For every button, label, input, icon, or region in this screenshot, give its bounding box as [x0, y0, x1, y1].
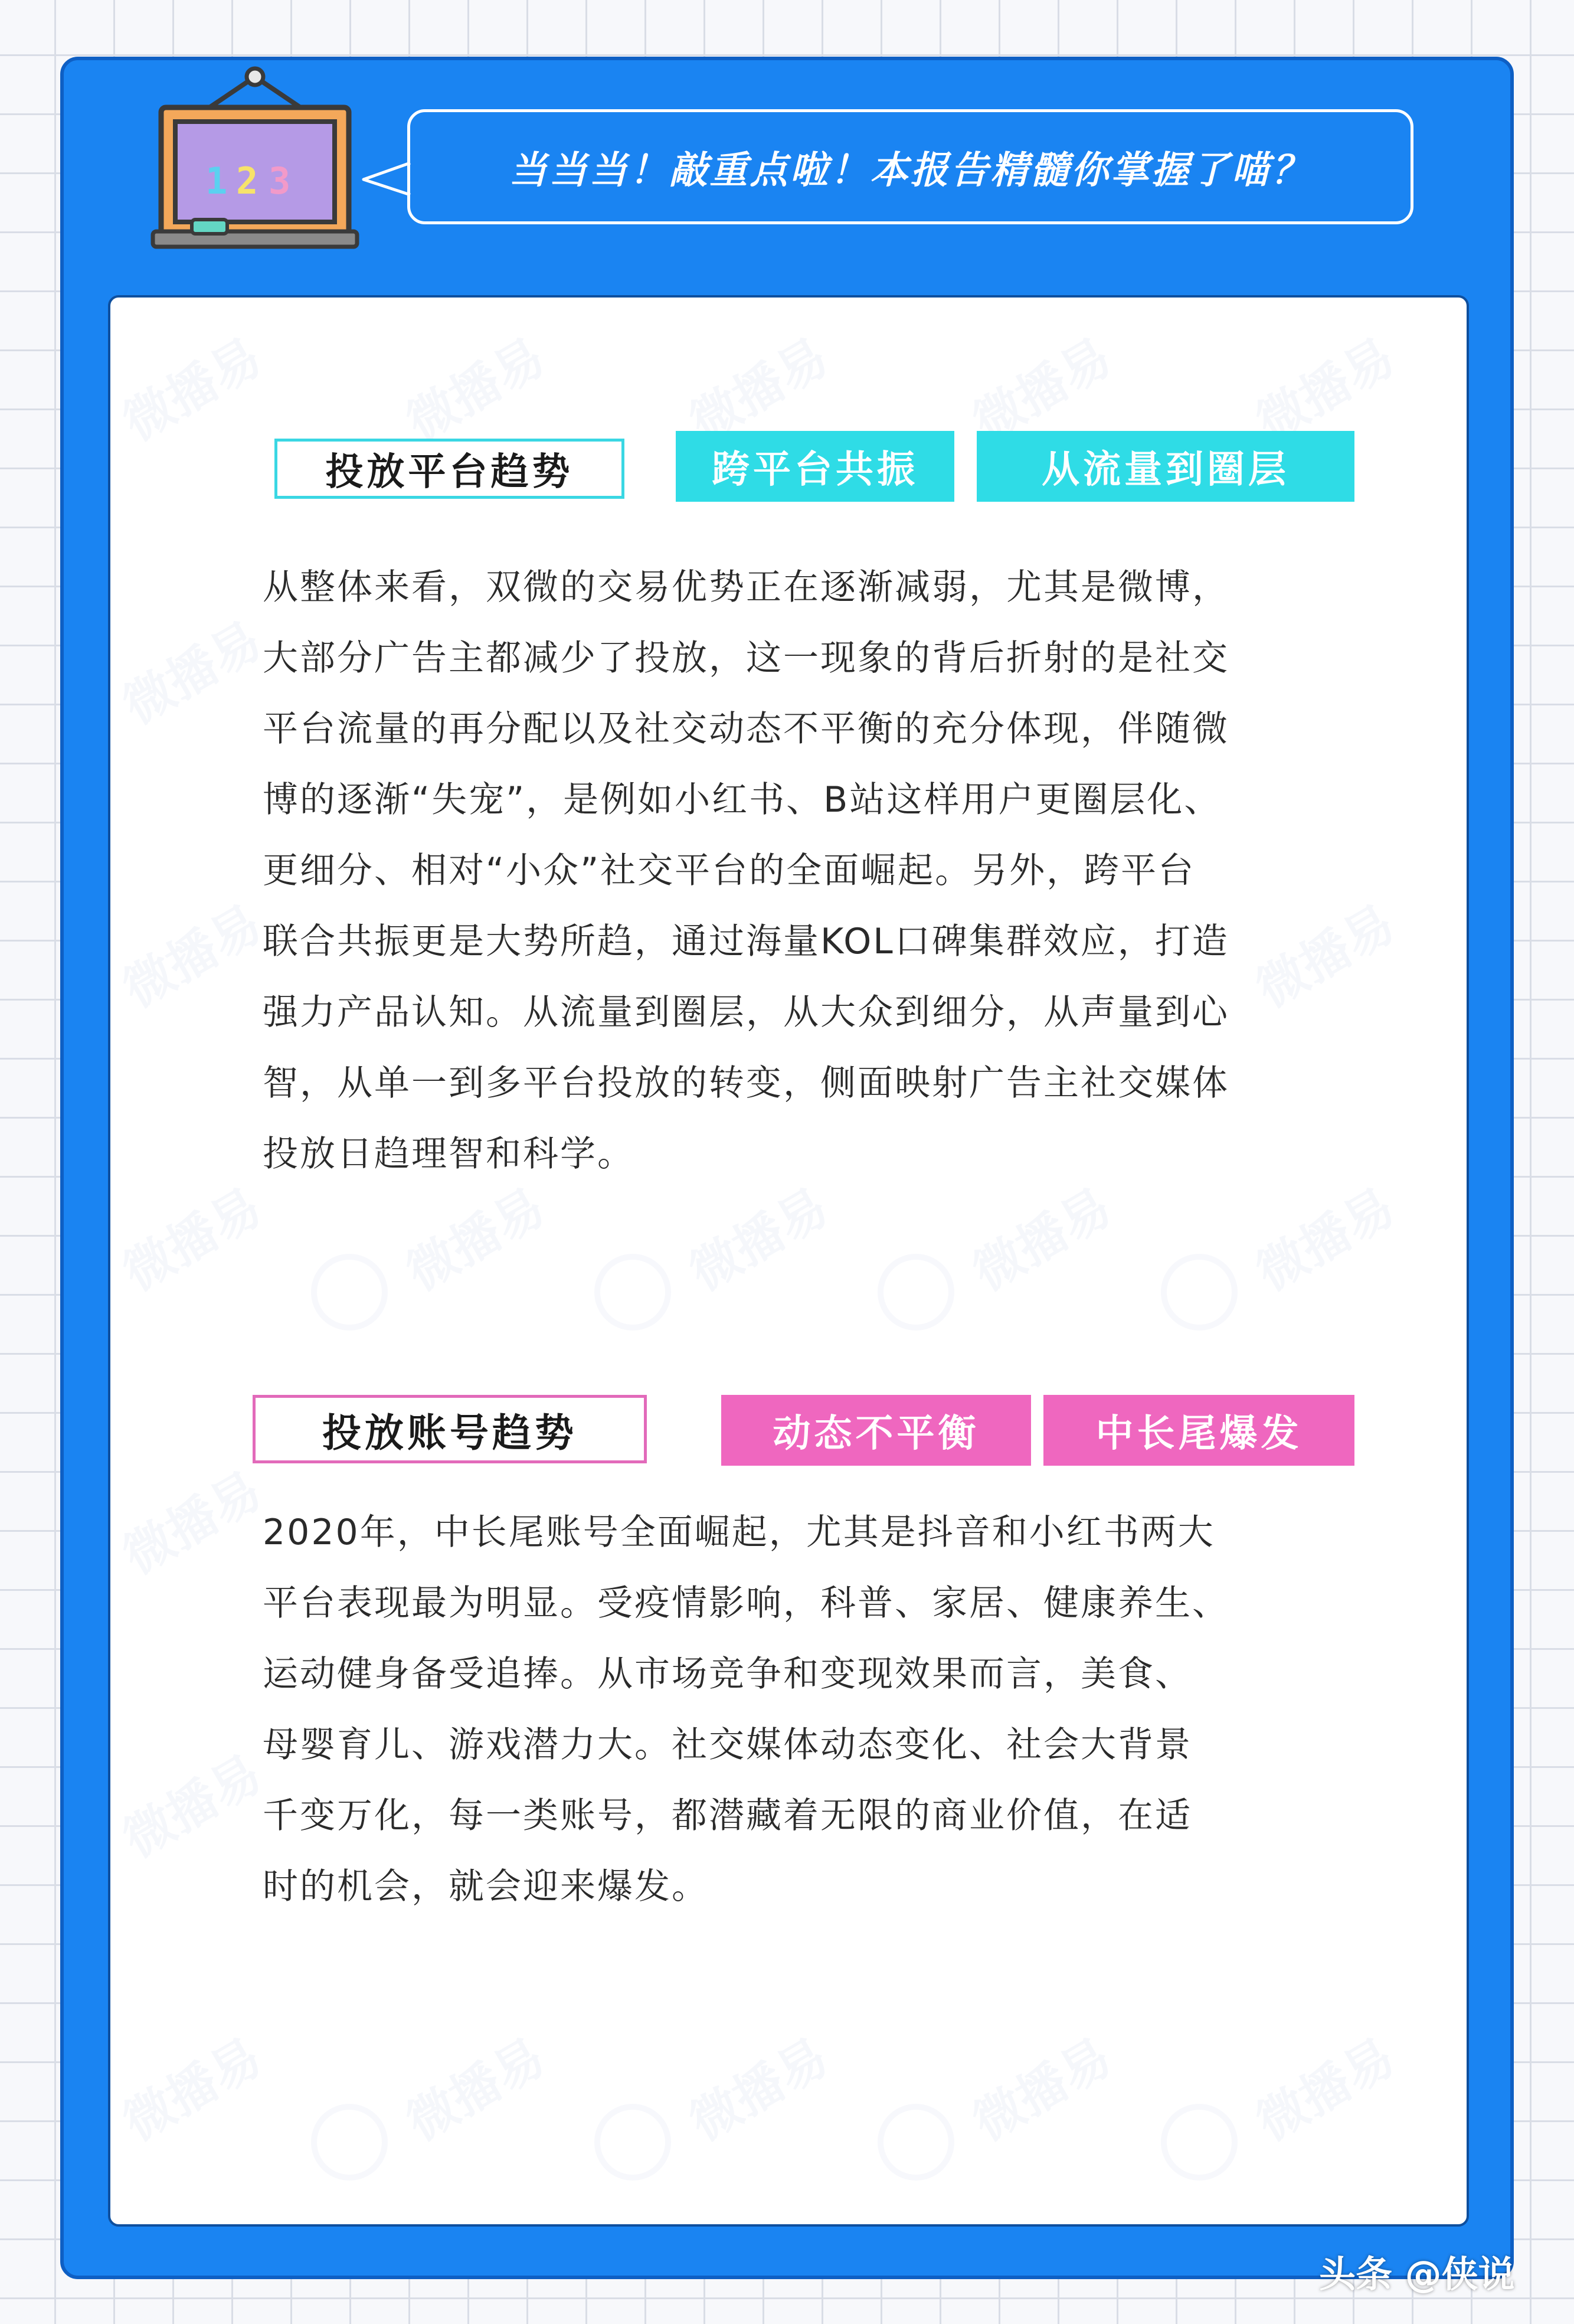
- watermark-text: 微播易: [113, 610, 271, 736]
- paragraph-line: 运动健身备受追捧。从市场竞争和变现效果而言，美食、: [263, 1653, 1192, 1695]
- watermark-text: 微播易: [113, 1744, 271, 1869]
- watermark-logo-icon: [311, 2104, 388, 2181]
- paragraph-line: 2020年，中长尾账号全面崛起，尤其是抖音和小红书两大: [263, 1512, 1215, 1553]
- watermark-text: 微播易: [113, 327, 271, 452]
- paragraph-line: 平台流量的再分配以及社交动态不平衡的充分体现，伴随微: [263, 708, 1229, 750]
- section1-paragraph: [263, 552, 1384, 1189]
- paragraph-line: 时的机会，就会迎来爆发。: [263, 1866, 709, 1907]
- watermark-text: 微播易: [113, 894, 271, 1019]
- board-digit-2: 2: [236, 159, 258, 202]
- watermark-text: 微播易: [113, 1460, 271, 1586]
- watermark-logo-icon: [594, 2104, 671, 2181]
- board-digit-1: 1: [205, 159, 228, 202]
- watermark-text: 微播易: [397, 1177, 555, 1302]
- watermark-logo-icon: [878, 1254, 954, 1331]
- watermark-text: 微播易: [680, 327, 838, 452]
- section1-tag-traffic-to-circle: 从流量到圈层: [977, 431, 1354, 502]
- watermark-text: 微播易: [680, 2027, 838, 2152]
- paragraph-line: 大部分广告主都减少了投放，这一现象的背后折射的是社交: [263, 638, 1229, 679]
- section1-tag-cross-platform: 跨平台共振: [676, 431, 954, 502]
- paragraph-line: 投放日趋理智和科学。: [263, 1133, 634, 1175]
- watermark-text: 微播易: [113, 1177, 271, 1302]
- paragraph-line: 母婴育儿、游戏潜力大。社交媒体动态变化、社会大背景: [263, 1724, 1192, 1766]
- watermark-text: 微播易: [397, 327, 555, 452]
- section2-tag-long-tail: 中长尾爆发: [1043, 1395, 1354, 1466]
- source-credit: 头条 @侠说: [1319, 2252, 1515, 2296]
- watermark-text: 微播易: [1246, 1177, 1405, 1302]
- watermark-text: 微播易: [1246, 894, 1405, 1019]
- paragraph-line: 智，从单一到多平台投放的转变，侧面映射广告主社交媒体: [263, 1063, 1229, 1104]
- watermark-text: 微播易: [680, 1177, 838, 1302]
- paragraph-line: 联合共振更是大势所趋，通过海量KOL口碑集群效应，打造: [263, 921, 1229, 962]
- section2-paragraph: [263, 1497, 1384, 1922]
- paragraph-line: 更细分、相对“小众”社交平台的全面崛起。另外，跨平台: [263, 850, 1196, 891]
- section2-tag-dynamic-imbalance: 动态不平衡: [721, 1395, 1031, 1466]
- section1-title: 投放平台趋势: [274, 439, 624, 499]
- board-digit-3: 3: [269, 159, 291, 202]
- bubble-tail: [360, 158, 413, 200]
- watermark-logo-icon: [594, 1254, 671, 1331]
- watermark-text: 微播易: [963, 2027, 1121, 2152]
- paragraph-line: 强力产品认知。从流量到圈层，从大众到细分，从声量到心: [263, 992, 1229, 1033]
- watermark-logo-icon: [1161, 1254, 1238, 1331]
- watermark-text: 微播易: [963, 327, 1121, 452]
- paragraph-line: 千变万化，每一类账号，都潜藏着无限的商业价值，在适: [263, 1795, 1192, 1836]
- watermark-text: 微播易: [397, 2027, 555, 2152]
- watermark-text: 微播易: [1246, 2027, 1405, 2152]
- watermark-text: 微播易: [113, 2027, 271, 2152]
- paragraph-line: 博的逐渐“失宠”，是例如小红书、B站这样用户更圈层化、: [263, 779, 1222, 821]
- paragraph-line: 从整体来看，双微的交易优势正在逐渐减弱，尤其是微博，: [263, 567, 1229, 608]
- watermark-text: 微播易: [963, 1177, 1121, 1302]
- watermark-logo-icon: [311, 1254, 388, 1331]
- bubble-headline: 当当当！敲重点啦！本报告精髓你掌握了喵？: [509, 148, 1312, 192]
- blackboard-icon: [150, 65, 360, 251]
- watermark-logo-icon: [1161, 2104, 1238, 2181]
- section2-title: 投放账号趋势: [253, 1395, 647, 1463]
- watermark-logo-icon: [878, 2104, 954, 2181]
- watermark-text: 微播易: [1246, 327, 1405, 452]
- paragraph-line: 平台表现最为明显。受疫情影响，科普、家居、健康养生、: [263, 1583, 1229, 1624]
